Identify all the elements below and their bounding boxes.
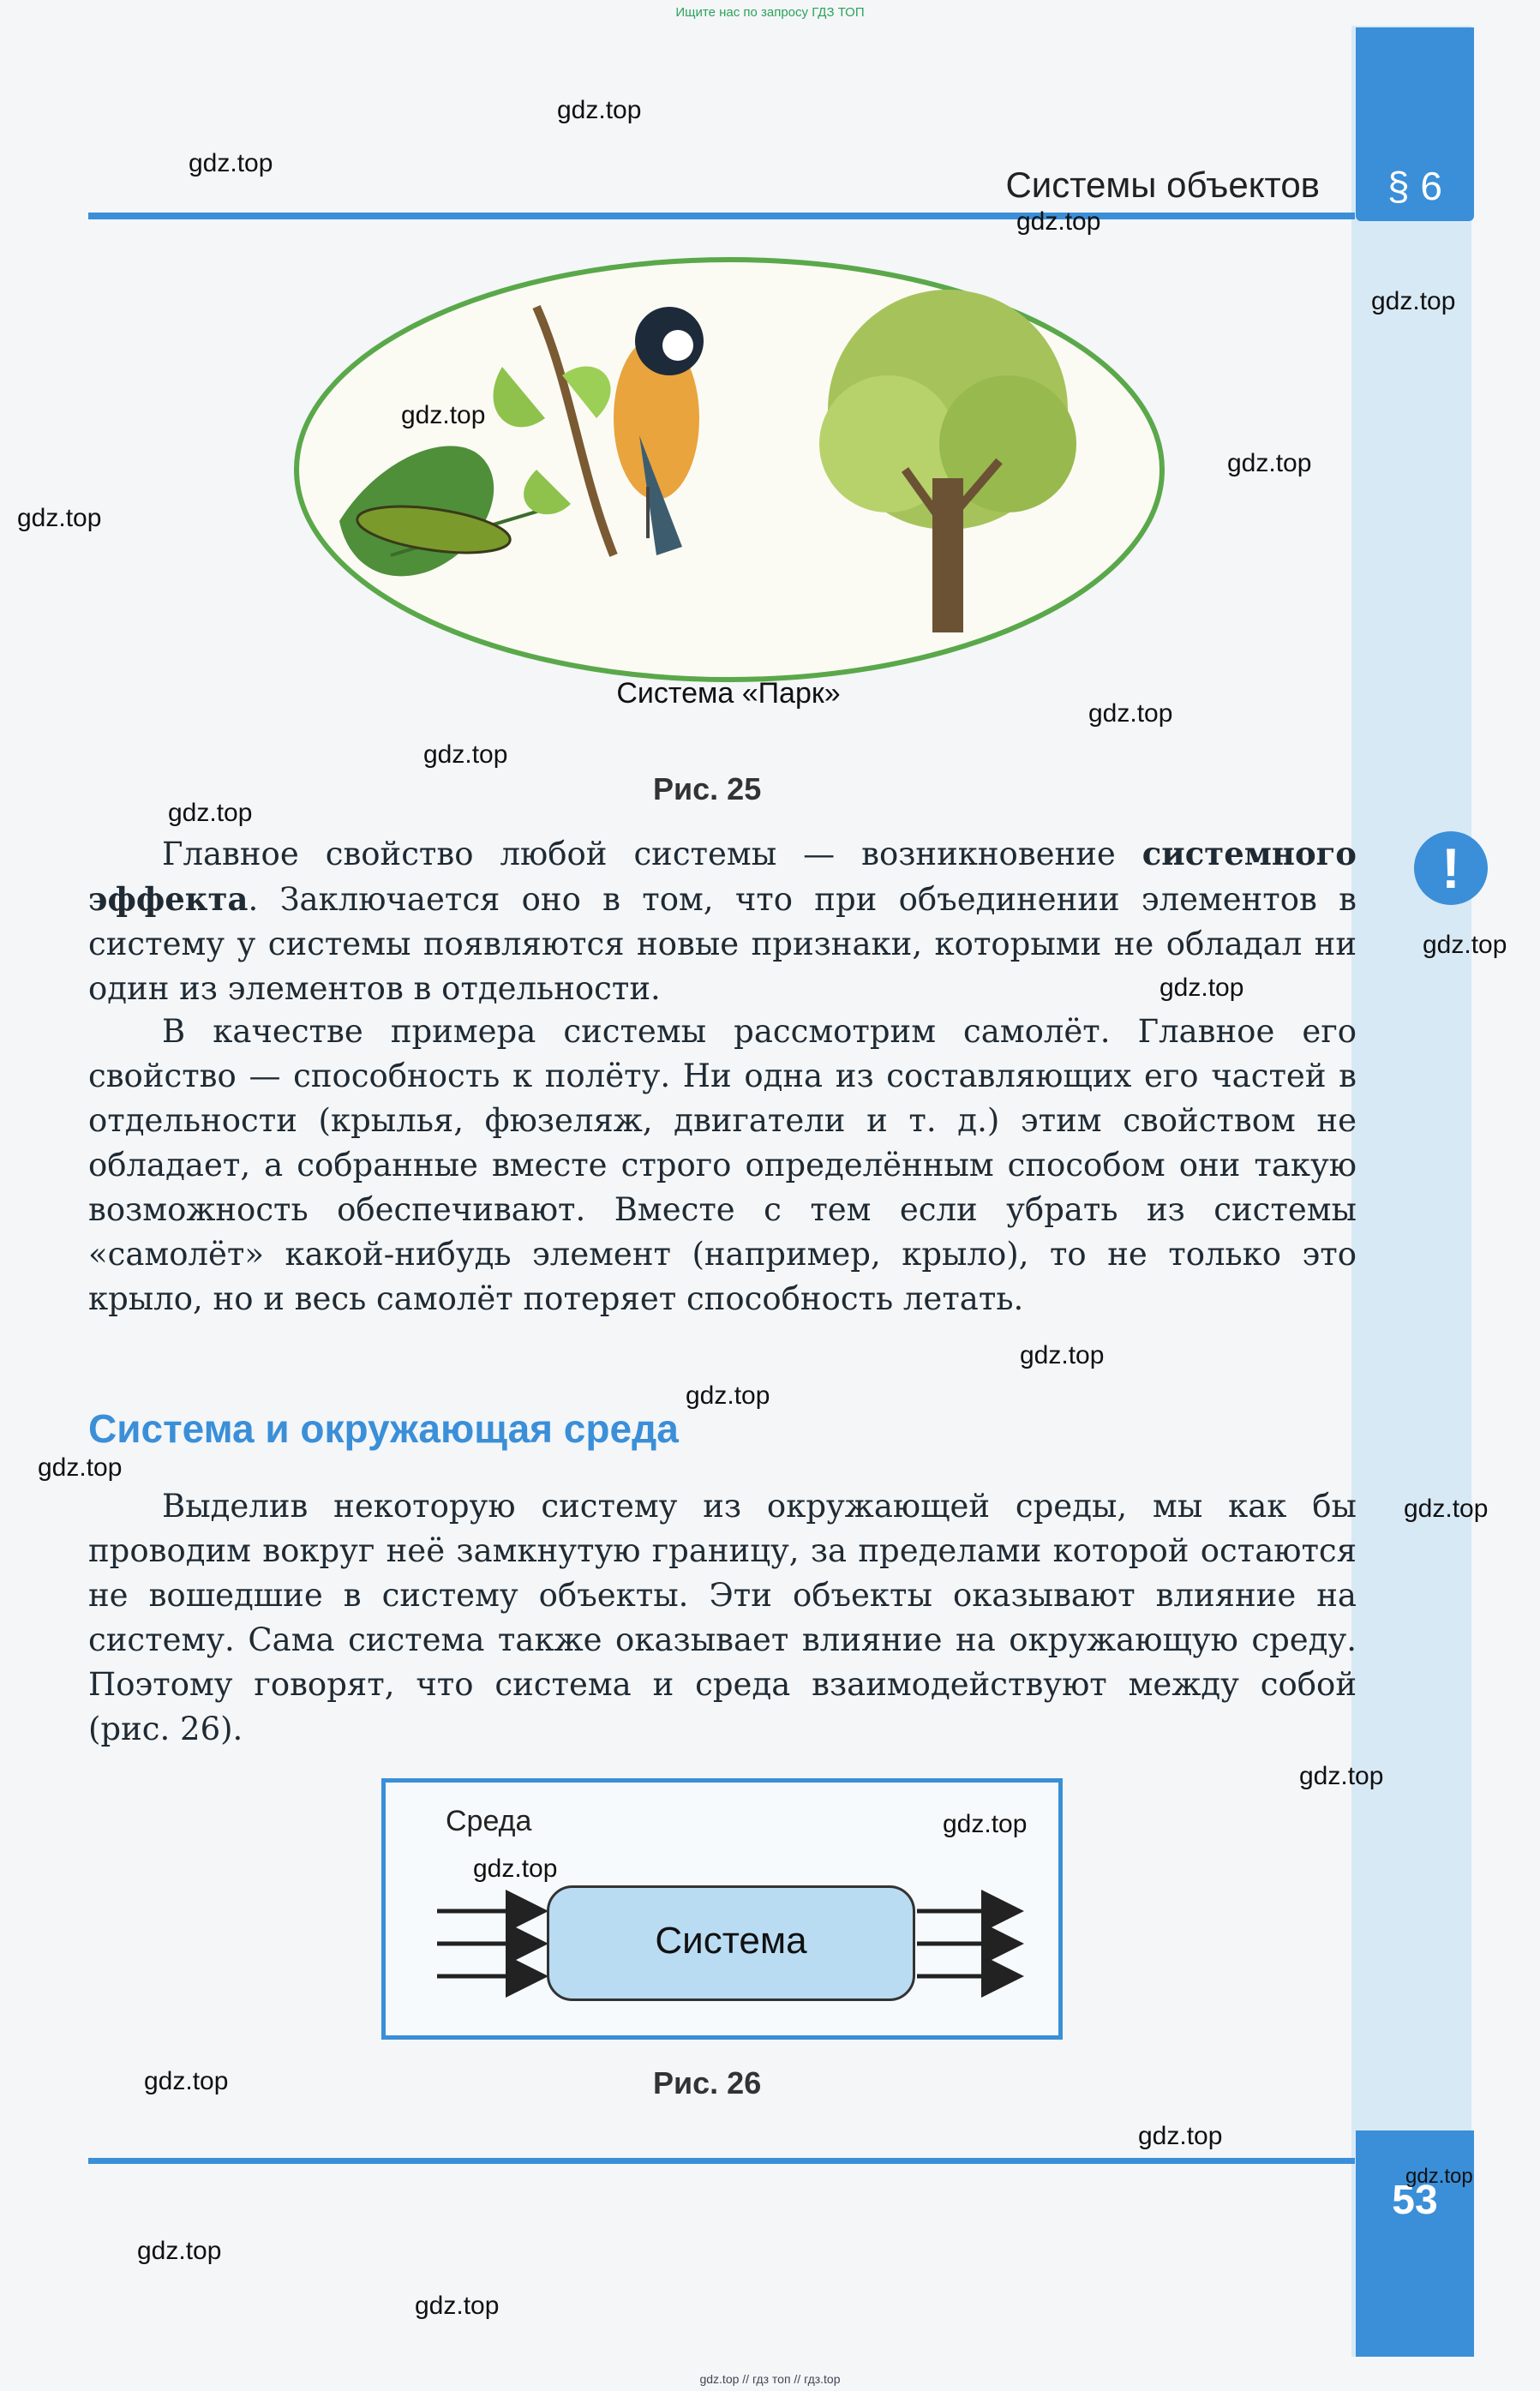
watermark: gdz.top <box>1227 449 1312 477</box>
paragraph-environment: Выделив некоторую систему из окружающей среды, мы как бы проводим вокруг неё замкнутую границу, за пределами которой остаются не вошедшие в систему объекты. Эти объекты оказывают влияние на систему. Сама система также оказывает влияние на окружающую среду. Поэтому говорят, что система и среда взаимодействуют между собой (рис. 26). <box>88 1488 1357 1747</box>
watermark: gdz.top <box>423 740 508 769</box>
figure-25-caption: Система «Парк» <box>616 677 841 710</box>
figure-26-label: Рис. 26 <box>653 2065 762 2100</box>
watermark: gdz.top <box>137 2237 222 2265</box>
watermark: gdz.top <box>401 401 486 429</box>
watermark: gdz.top <box>943 1810 1028 1838</box>
subheading-environment: Система и окружающая среда <box>88 1406 679 1451</box>
header-divider <box>88 213 1355 219</box>
paragraph-airplane: В качестве примера системы рассмотрим самолёт. Главное его свойство — способность к полёту. Ни одна из составляющих его частей в отдельности (крылья, фюзеляж, двигатели и т. д.) этим свойством не обладает, а собранные вместе строго определённым способом они такую возможность обеспечивают. Вместе с тем если убрать из системы «самолёт» какой-нибудь элемент (например, крыло), то не только это крыло, но и весь самолёт потеряет способность летать. <box>88 1013 1357 1317</box>
paragraph-1-end: . Заключается оно в том, что при объединении элементов в систему у системы появляются новые признаки, которыми не обладал ни один из элементов в отдельности. <box>88 881 1357 1007</box>
watermark: gdz.top <box>1404 1495 1489 1523</box>
watermark: gdz.top <box>557 96 642 124</box>
watermark: gdz.top <box>1371 287 1456 315</box>
bottom-note: gdz.top // гдз топ // гдз.top <box>699 2372 841 2386</box>
page-number: 53 <box>1392 2178 1438 2223</box>
watermark: gdz.top <box>1423 931 1507 959</box>
watermark: gdz.top <box>415 2292 500 2320</box>
figure-park-illustration <box>288 247 1171 710</box>
input-arrows <box>437 1911 544 1976</box>
environment-label: Среда <box>446 1805 532 1837</box>
watermark: gdz.top <box>1159 974 1244 1002</box>
exclamation-icon: ! <box>1414 831 1488 905</box>
watermark: gdz.top <box>1020 1341 1105 1369</box>
watermark: gdz.top <box>686 1381 770 1410</box>
side-band <box>1351 26 1471 2357</box>
system-label: Система <box>655 1920 807 1962</box>
output-arrows <box>917 1911 1020 1976</box>
watermark: gdz.top <box>473 1855 558 1883</box>
watermark: gdz.top <box>1138 2122 1223 2150</box>
footer-divider <box>88 2158 1355 2164</box>
top-note: Ищите нас по запросу ГДЗ ТОП <box>675 5 865 20</box>
watermark: gdz.top <box>17 504 102 532</box>
watermark: gdz.top <box>38 1453 123 1482</box>
watermark: gdz.top <box>1405 2165 1473 2188</box>
section-label: § 6 <box>1387 164 1442 208</box>
figure-25-label: Рис. 25 <box>653 771 762 806</box>
watermark: gdz.top <box>1016 207 1101 236</box>
watermark: gdz.top <box>1088 699 1173 728</box>
page-title: Системы объектов <box>1005 165 1320 205</box>
watermark: gdz.top <box>189 149 273 177</box>
watermark: gdz.top <box>168 799 253 827</box>
watermark: gdz.top <box>1299 1762 1384 1790</box>
paragraph-1-start: Главное свойство любой системы — возникновение <box>162 836 1142 872</box>
term-system-effect: системного эффекта <box>88 835 1357 918</box>
watermark: gdz.top <box>144 2067 229 2095</box>
